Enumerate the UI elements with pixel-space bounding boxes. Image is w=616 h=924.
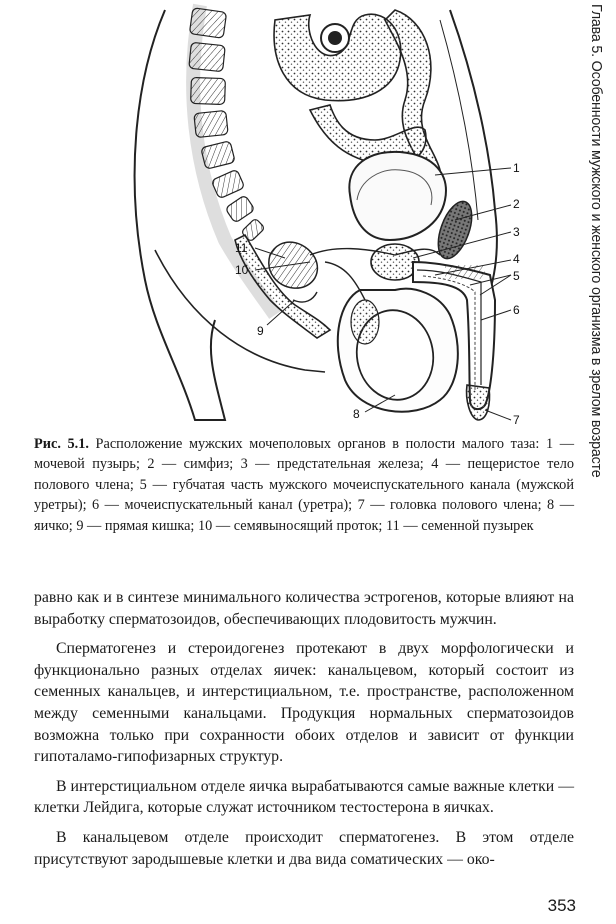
running-head-text: Глава 5. Особенности мужского и женского организма в зрелом возрасте [588,4,604,478]
callout-7: 7 [513,413,520,425]
callout-11: 11 [235,241,248,255]
callout-10: 10 [235,263,249,277]
callout-6: 6 [513,303,520,317]
paragraph: В интерстициальном отделе яичка вырабатываются самые важные клетки — клетки Лейдига, которые служат источником тестостерона в яичках. [34,777,574,817]
paragraph: В канальцевом отделе происходит сперматогенез. В этом отделе присутствуют зародышевые клетки и два вида соматических — око- [34,828,574,868]
figure-caption [34,434,574,536]
anatomy-drawing [95,0,545,425]
callout-4: 4 [513,252,520,266]
caption-label: Рис. 5.1. [34,436,89,452]
paragraph: Сперматогенез и стероидогенез протекают в двух морфологически и функционально разных отделах яичек: канальцевом, который состоит из семенных канальцев, и интерстициальном, т.е. пространстве, расположенном между семенными канальцами. Продукция нормальных сперматозоидов возможна только при сохранности обоих отделов и зависит от функции гипоталамо-гипофизарных структур. [34,640,574,766]
running-head [584,0,616,760]
callout-1: 1 [513,161,520,175]
page-number: 353 [547,896,576,915]
callout-9: 9 [257,324,264,338]
callout-8: 8 [353,407,360,421]
callout-2: 2 [513,197,520,211]
body-text [34,587,574,878]
callout-5: 5 [513,269,520,283]
paragraph: равно как и в синтезе минимального количества эстрогенов, которые влияют на выработку сперматозоидов, обеспечивающих плодовитость мужчин. [34,589,574,628]
callout-3: 3 [513,225,520,239]
caption-text: Расположение мужских мочеполовых органов в полости малого таза: 1 — мочевой пузырь; 2 — симфиз; 3 — предстательная железа; 4 — пещеристое тело полового члена; 5 — губчатая часть мужского мочеиспускательного канала (мужской уретры); 6 — мочеиспускательный канал (уретра); 7 — головка полового члена; 8 — яичко; 9 — прямая кишка; 10 — семявыносящий проток; 11 — семенной пузырек [34,436,574,534]
anatomy-illustration [95,0,545,425]
